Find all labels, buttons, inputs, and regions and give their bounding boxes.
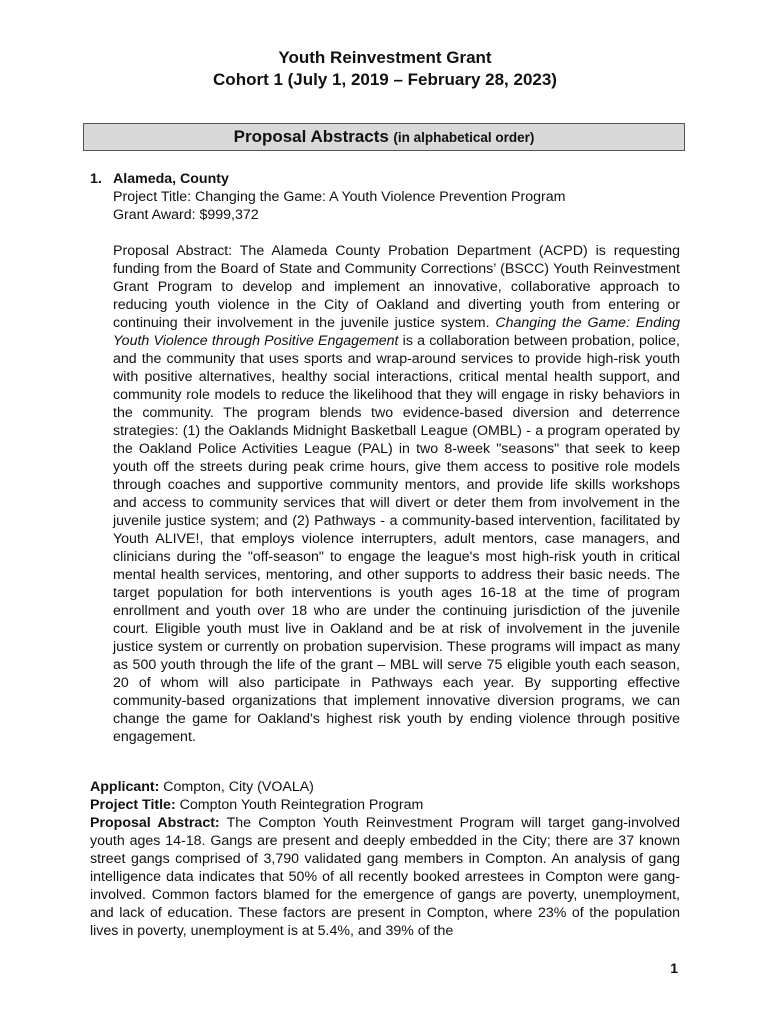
- entry-compton: [90, 778, 680, 940]
- applicant-label: Applicant:: [90, 779, 160, 795]
- entry-project-title: Project Title: Changing the Game: A Youth Violence Prevention Program: [113, 189, 566, 205]
- abstract-text-b: is a collaboration between probation, police, and the community that uses sports and wrap-around services to provide high-risk youth with positive alternatives, healthy social interactions, critical mental health support, and community role models to reduce the likelihood that they will engage in risky behaviors in the community. The program blends two evidence-based diversion and deterrence strategies: (1) the Oaklands Midnight Basketball League (OMBL) - a program operated by the Oakland Police Activities League (PAL) in two 8-week "seasons" that seek to keep youth off the streets during peak crime hours, give them access to positive role models through coaches and supportive community mentors, and provide life skills workshops and access to community services that will divert or deter them from involvement in the juvenile justice system; and (2) Pathways - a community-based intervention, facilitated by Youth ALIVE!, that employs violence interrupters, adult mentors, case managers, and clinicians during the "off-season" to engage the league's most high-risk youth in critical mental health services, mentoring, and other supports to address their basic needs. The target population for both interventions is youth ages 16-18 at the time of program enrollment and youth over 18 who are under the continuing jurisdiction of the juvenile court. Eligible youth must live in Oakland and be at risk of involvement in the juvenile justice system or currently on probation supervision. These programs will impact as many as 500 youth through the life of the grant – MBL will serve 75 eligible youth each season, 20 of whom will also participate in Pathways each year. By supporting effective community-based organizations that implement innovative diversion programs, we can change the game for Oakland's highest risk youth by ending violence through positive engagement.: [113, 333, 680, 745]
- abstract-label: Proposal Abstract:: [90, 815, 220, 831]
- entry-abstract: [113, 242, 680, 746]
- banner-heading: Proposal Abstracts: [233, 127, 389, 146]
- banner-note: (in alphabetical order): [393, 130, 535, 145]
- entry-body: [113, 170, 680, 746]
- applicant-value: Compton, City (VOALA): [159, 779, 314, 795]
- abstract-text-a: Proposal Abstract: The Alameda County Probation Department (ACPD) is requesting funding from the Board of State and Community Corrections’ (BSCC) Youth Reinvestment Grant Program to develop and implement an innovative, collaborative approach to reducing youth violence in the City of Oakland and diverting youth from entering or continuing their involvement in the juvenile justice system.: [113, 243, 680, 331]
- page-number: 1: [670, 960, 678, 976]
- compton-abstract: [90, 814, 680, 940]
- entry-grant-award: Grant Award: $999,372: [113, 207, 259, 223]
- compton-project-title: [90, 796, 680, 814]
- abstract-value: The Compton Youth Reinvestment Program will target gang-involved youth ages 14-18. Gangs are present and deeply embedded in the City; there are 37 known street gangs comprised of 3,790 validated gang members in Compton. An analysis of gang intelligence data indicates that 50% of all recently booked arrestees in Compton were gang-involved. Common factors blamed for the emergence of gangs are poverty, unemployment, and lack of education. These factors are present in Compton, where 23% of the population lives in poverty, unemployment is at 5.4%, and 39% of the: [90, 815, 680, 939]
- abstract-program-name: Changing the Game: Ending Youth Violence through Positive Engagement: [113, 315, 680, 349]
- section-banner: [83, 123, 685, 151]
- project-title-label: Project Title:: [90, 797, 176, 813]
- entry-applicant: Alameda, County: [113, 171, 229, 187]
- compton-applicant: [90, 778, 680, 796]
- project-title-value: Compton Youth Reintegration Program: [175, 797, 424, 813]
- entry-number: 1.: [90, 171, 102, 187]
- document-subtitle: Cohort 1 (July 1, 2019 – February 28, 2023): [213, 70, 557, 89]
- document-title: Youth Reinvestment Grant: [278, 48, 492, 67]
